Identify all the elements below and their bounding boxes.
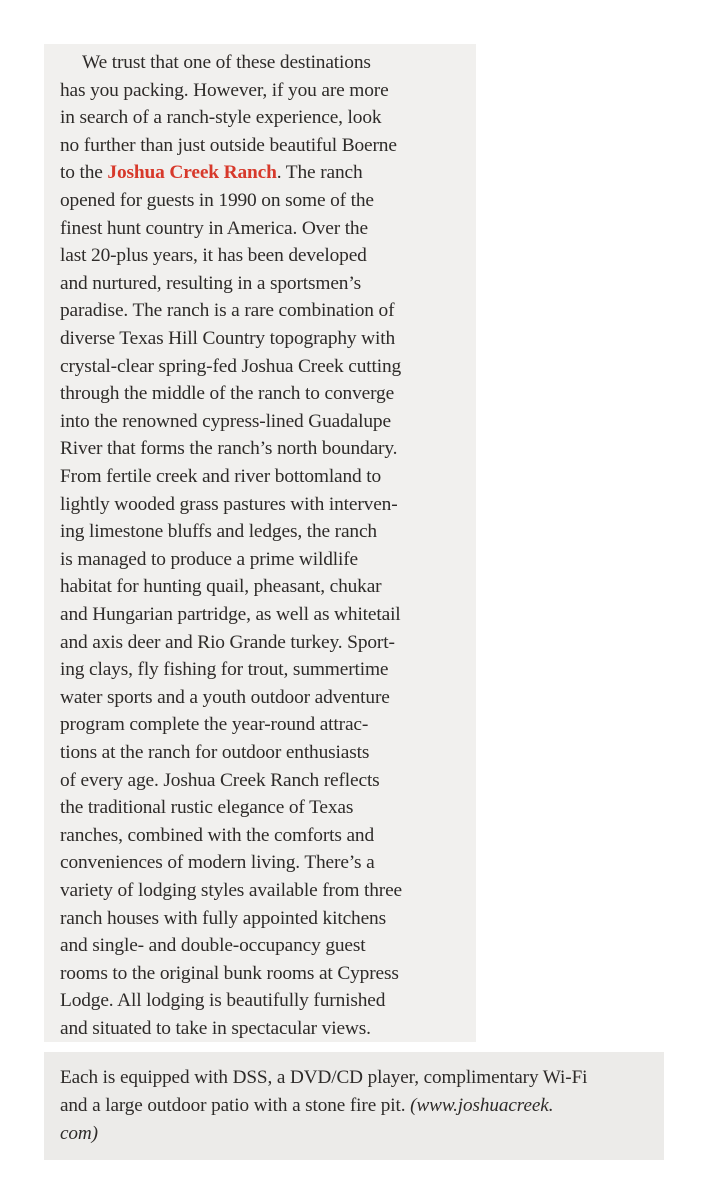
article-line: is managed to produce a prime wildlife: [60, 548, 358, 570]
article-line: has you packing. However, if you are more: [60, 79, 389, 101]
article-line: diverse Texas Hill Country topography with: [60, 328, 396, 349]
footer-line-2: [60, 1092, 553, 1119]
footer-line-1: Each is equipped with DSS, a DVD/CD player, complimentary Wi-Fi: [60, 1067, 588, 1088]
article-line: and Hungarian partridge, as well as whitetail: [60, 604, 401, 625]
article-line: Lodge. All lodging is beautifully furnished: [60, 990, 386, 1012]
article-line: tions at the ranch for outdoor enthusiasts: [60, 742, 370, 763]
article-line: ing limestone bluffs and ledges, the ranch: [60, 521, 377, 543]
article-line: and situated to take in spectacular views.: [60, 1018, 371, 1039]
article-line: through the middle of the ranch to converge: [60, 383, 395, 405]
article-line: lightly wooded grass pastures with interven-: [60, 493, 398, 515]
website-link[interactable]: (www.joshuacreek.: [410, 1095, 554, 1116]
article-line: River that forms the ranch’s north boundary.: [60, 438, 398, 460]
article-line: the traditional rustic elegance of Texas: [60, 797, 354, 819]
article-text: . The ranch: [276, 162, 363, 184]
article-line: no further than just outside beautiful Boerne: [60, 134, 397, 156]
article-line: ing clays, fly fishing for trout, summertime: [60, 659, 389, 681]
article-line: and nurtured, resulting in a sportsmen’s: [60, 272, 361, 294]
article-line: into the renowned cypress-lined Guadalupe: [60, 410, 391, 432]
article-line: and single- and double-occupancy guest: [60, 935, 366, 957]
article-line: and axis deer and Rio Grande turkey. Sport-: [60, 631, 395, 653]
article-line: We trust that one of these destinations: [82, 52, 371, 73]
article-line: finest hunt country in America. Over the: [60, 217, 368, 239]
website-link-continued[interactable]: com): [60, 1123, 98, 1144]
article-text: to the: [60, 162, 108, 184]
article-line: ranches, combined with the comforts and: [60, 824, 375, 846]
article-line: paradise. The ranch is a rare combination of: [60, 300, 395, 322]
article-line: habitat for hunting quail, pheasant, chukar: [60, 576, 382, 598]
article-line: From fertile creek and river bottomland to: [60, 466, 382, 487]
article-line: program complete the year-round attrac-: [60, 714, 369, 736]
article-line: opened for guests in 1990 on some of the: [60, 190, 374, 211]
article-line: conveniences of modern living. There’s a: [60, 852, 375, 874]
article-line: variety of lodging styles available from three: [60, 880, 403, 901]
footer-text: and a large outdoor patio with a stone fire pit.: [60, 1095, 411, 1116]
ranch-name-highlight: Joshua Creek Ranch: [107, 162, 277, 184]
article-line: crystal-clear spring-fed Joshua Creek cutting: [60, 355, 402, 377]
article-line: rooms to the original bunk rooms at Cypress: [60, 962, 399, 984]
article-line: [60, 159, 480, 187]
article-line: water sports and a youth outdoor adventure: [60, 686, 390, 708]
article-line: in search of a ranch-style experience, look: [60, 107, 382, 129]
article-line: last 20-plus years, it has been developed: [60, 245, 367, 267]
article-line: of every age. Joshua Creek Ranch reflects: [60, 769, 380, 791]
article-line: ranch houses with fully appointed kitchens: [60, 907, 386, 929]
